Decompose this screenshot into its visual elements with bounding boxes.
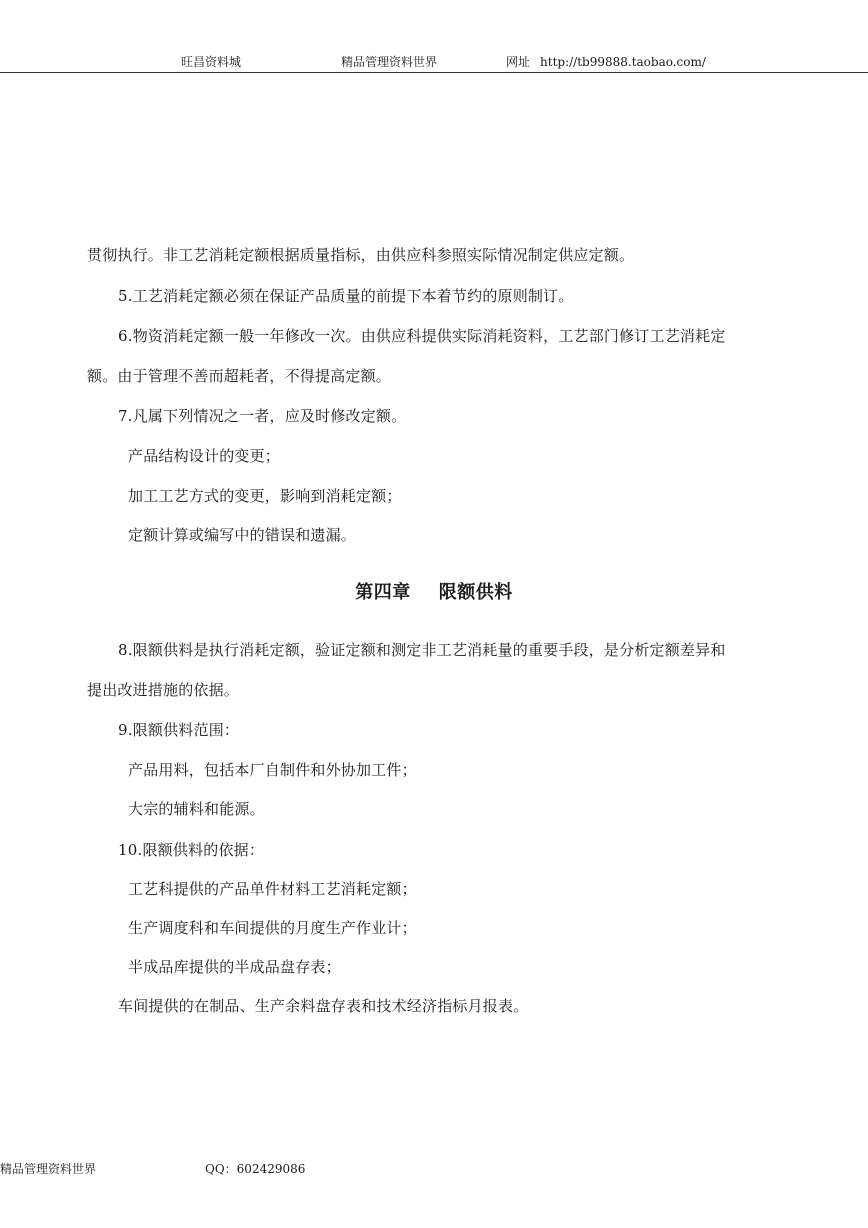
chapter-title: 限额供料 [438,582,513,603]
paragraph-item-8-line-1: 8.限额供料是执行消耗定额，验证定额和测定非工艺消耗量的重要手段，是分析定额差异和 [118,641,726,659]
page-header [0,0,868,73]
paragraph-item-6-line-2: 额。由于管理不善而超耗者，不得提高定额。 [87,367,392,385]
paragraph-item-6-line-1: 6.物资消耗定额一般一年修改一次。由供应科提供实际消耗资料，工艺部门修订工艺消耗定 [118,327,726,345]
paragraph-item-9: 9.限额供料范围： [118,721,240,739]
paragraph-item-5: 5.工艺消耗定额必须在保证产品质量的前提下本着节约的原则制订。 [118,287,574,305]
footer-site-name: 精品管理资料世界 [0,1162,97,1176]
chapter-heading [0,578,868,604]
paragraph-item-8-line-2: 提出改进措施的依据。 [87,681,240,699]
header-shop-name: 旺昌资料城 [181,55,242,69]
list-item: 产品结构设计的变更； [128,447,281,465]
chapter-number: 第四章 [355,582,411,603]
footer-qq: QQ：602429086 [205,1162,306,1176]
paragraph-item-7: 7.凡属下列情况之一者，应及时修改定额。 [118,407,407,425]
list-item: 产品用料，包括本厂自制件和外协加工件； [128,761,417,779]
list-item: 工艺科提供的产品单件材料工艺消耗定额； [128,880,417,898]
header-url-label: 网址 [506,55,531,69]
paragraph-item-10: 10.限额供料的依据： [118,841,265,859]
paragraph-continuation: 贯彻执行。非工艺消耗定额根据质量指标，由供应科参照实际情况制定供应定额。 [87,246,635,264]
list-item: 加工工艺方式的变更，影响到消耗定额； [128,487,402,505]
list-item: 车间提供的在制品、生产余料盘存表和技术经济指标月报表。 [118,997,529,1015]
header-url-block [506,53,706,70]
list-item: 生产调度科和车间提供的月度生产作业计； [128,919,417,937]
list-item: 大宗的辅料和能源。 [128,800,265,818]
header-url-link[interactable]: http://tb99888.taobao.com/ [540,55,706,69]
list-item: 半成品库提供的半成品盘存表； [128,958,341,976]
list-item: 定额计算或编写中的错误和遗漏。 [128,526,357,544]
header-site-name: 精品管理资料世界 [341,55,438,69]
